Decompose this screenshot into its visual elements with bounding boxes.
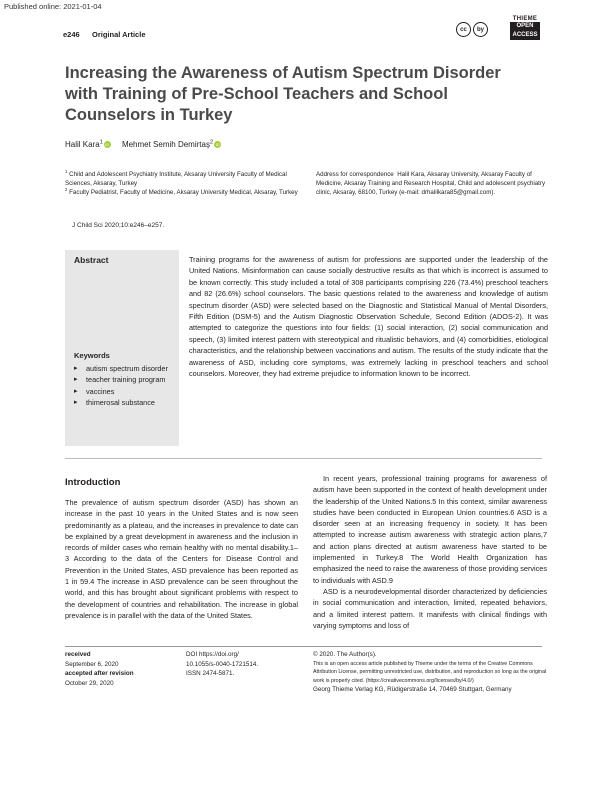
paragraph: The prevalence of autism spectrum disorder (ASD) has shown an increase in the past 10 years in the United States and is now seen predominantly as a plateau, and the increases in prevalence to date can be explained by a great development in awareness and the inclusion in records of milder cases who remain healthy with no mental disability.1–3 According to the data of the Centers for Disease Control and Prevention in the United States, ASD prevalence has been reported as 1 in 59.4 The increase in ASD prevalence can be seen throughout the world, and this has brought about significant problems with respect to the development of countries and rehabilitation. The increase in global prevalence is in parallel with the data of the United States. bbox=[65, 498, 298, 620]
abstract-sidebar bbox=[65, 250, 179, 446]
doi-info: DOI https://doi.org/ 10.1055/s-0040-1721514. ISSN 2474-5871. bbox=[186, 651, 259, 677]
divider bbox=[65, 458, 542, 459]
journal-citation: J Child Sci 2020;10:e246–e257. bbox=[72, 222, 165, 229]
divider bbox=[65, 646, 542, 647]
keyword-item: ▸ autism spectrum disorder bbox=[74, 363, 179, 374]
copyright-notice: © 2020. The Author(s). This is an open access article published by Thieme under the terms of the Creative Commons Attribution License, permitting unrestricted use, distribution, and reproduction so long as the original work is properly cited. (https://creativecommons.org/licenses/by/4.0/) Georg Thieme Verlag KG, Rüdigerstraße 14, 70469 Stuttgart, Germany bbox=[313, 651, 547, 694]
keywords-list bbox=[74, 363, 179, 409]
article-title: Increasing the Awareness of Autism Spectrum Disorder with Training of Pre-School Teachers and School Counselors in Turkey bbox=[65, 64, 501, 124]
keyword-item: ▸ vaccines bbox=[74, 386, 179, 397]
keyword-item: ▸ teacher training program bbox=[74, 374, 179, 385]
keyword-item: ▸ thimerosal substance bbox=[74, 397, 179, 408]
article-history: received September 6, 2020 accepted after revision October 29, 2020 bbox=[65, 651, 134, 687]
abstract-heading: Abstract bbox=[74, 255, 109, 265]
affiliation: $^2$ Faculty Pediatrist, Faculty of Medicine, Aksaray University Medical, Aksaray, Turkey bbox=[65, 186, 298, 196]
paragraph: ASD is a neurodevelopmental disorder characterized by deficiencies in social communication and interaction, limited, repeated behaviors, and a limited interest pattern. It manifests with clinical findings with varying symptoms and loss of bbox=[313, 586, 547, 630]
thieme-open-access-logo: THIEME OPEN ACCESS bbox=[510, 16, 540, 40]
published-online-date: Published online: 2021-01-04 bbox=[4, 2, 102, 11]
publisher-address: Georg Thieme Verlag KG, Rüdigerstraße 14, 70469 Stuttgart, Germany bbox=[313, 686, 512, 694]
body-column-left bbox=[65, 497, 298, 621]
introduction-heading: Introduction bbox=[65, 477, 121, 488]
orcid-icon[interactable]: iD bbox=[215, 142, 220, 148]
abstract-text: Training programs for the awareness of autism for professions are supported under the leadership of the United Nations. Misinformation can cause socially destructive results as that which is incorrect is assumed to be known correctly. This study included a total of 308 participants comprising 226 (73.4%) preschool teachers and 82 (26.6%) school counselors. The basic questions related to the awareness and knowledge of autism spectrum disorder (ASD) were selected based on the Diagnostic and Statistical Manual of Mental Disorders, Fifth Edition (DSM-5) and the Autism Diagnostic Observation Schedule, Second Edition (ADOS-2). It was attempted to categorize the questions into four fields: (1) social interaction, (2) social communication and speech, (3) limited interest pattern with stereotypical and ritualistic behaviors, and (4) comorbidities, etiological characteristics, and the relationship between vaccinations and autism. The results of the study indicate that the awareness of ASD, including core symptoms, was extremely lacking in preschool teachers and school counselors. Moreover, they had extreme prejudice to information known to be incorrect. bbox=[189, 255, 548, 379]
paragraph: In recent years, professional training programs for awareness of autism have been supported in the context of health development under the leadership of the United Nations.5 In this context, similar awareness studies have been conducted in European Union countries.6 ASD is a disorder seen at an increasing frequency in society. It has been attempted to increase autism awareness with strategic action plans,7 and action plans directed at autism awareness have started to be implemented in Turkey.8 The World Health Organization has emphasized the need to raise the awareness of those providing services to individuals with ASD.9 bbox=[313, 474, 547, 585]
license-text: This is an open access article published by Thieme under the terms of the Creative Commons Attribution License, permitting unrestricted use, distribution, and reproduction so long as the original work is properly cited. (https://creativecommons.org/licenses/by/4.0/) bbox=[313, 660, 547, 684]
affiliation: $^1$ Child and Adolescent Psychiatry Institute, Aksaray University Faculty of Medical Sciences, Aksaray, Turkey bbox=[65, 168, 287, 187]
keywords-heading: Keywords bbox=[74, 351, 110, 360]
doi-link[interactable]: DOI https://doi.org/ bbox=[186, 651, 239, 658]
license-badges[interactable] bbox=[456, 22, 488, 37]
author-name: Halil Kara bbox=[65, 140, 100, 149]
page-number: e246 bbox=[63, 30, 80, 39]
orcid-icon[interactable]: iD bbox=[105, 142, 110, 148]
cc-icon: cc bbox=[456, 22, 471, 37]
correspondence-address: Address for correspondence Halil Kara, Aksaray University, Aksaray Faculty of Medicine, Aksaray Training and Research Hospital, Child and adolescent psychiatry clinic, Aksaray, 68100, Turkey (e-mail: drhalilkara85@gmail.com). bbox=[316, 171, 546, 196]
by-icon: by bbox=[473, 22, 488, 37]
author-list: Halil Kara$^1$ iD Mehmet Semih Demirtaş$^2$ iD bbox=[65, 139, 220, 149]
body-column-right bbox=[313, 473, 547, 631]
section-label: Original Article bbox=[92, 30, 146, 39]
author-name: Mehmet Semih Demirtaş bbox=[121, 140, 210, 149]
